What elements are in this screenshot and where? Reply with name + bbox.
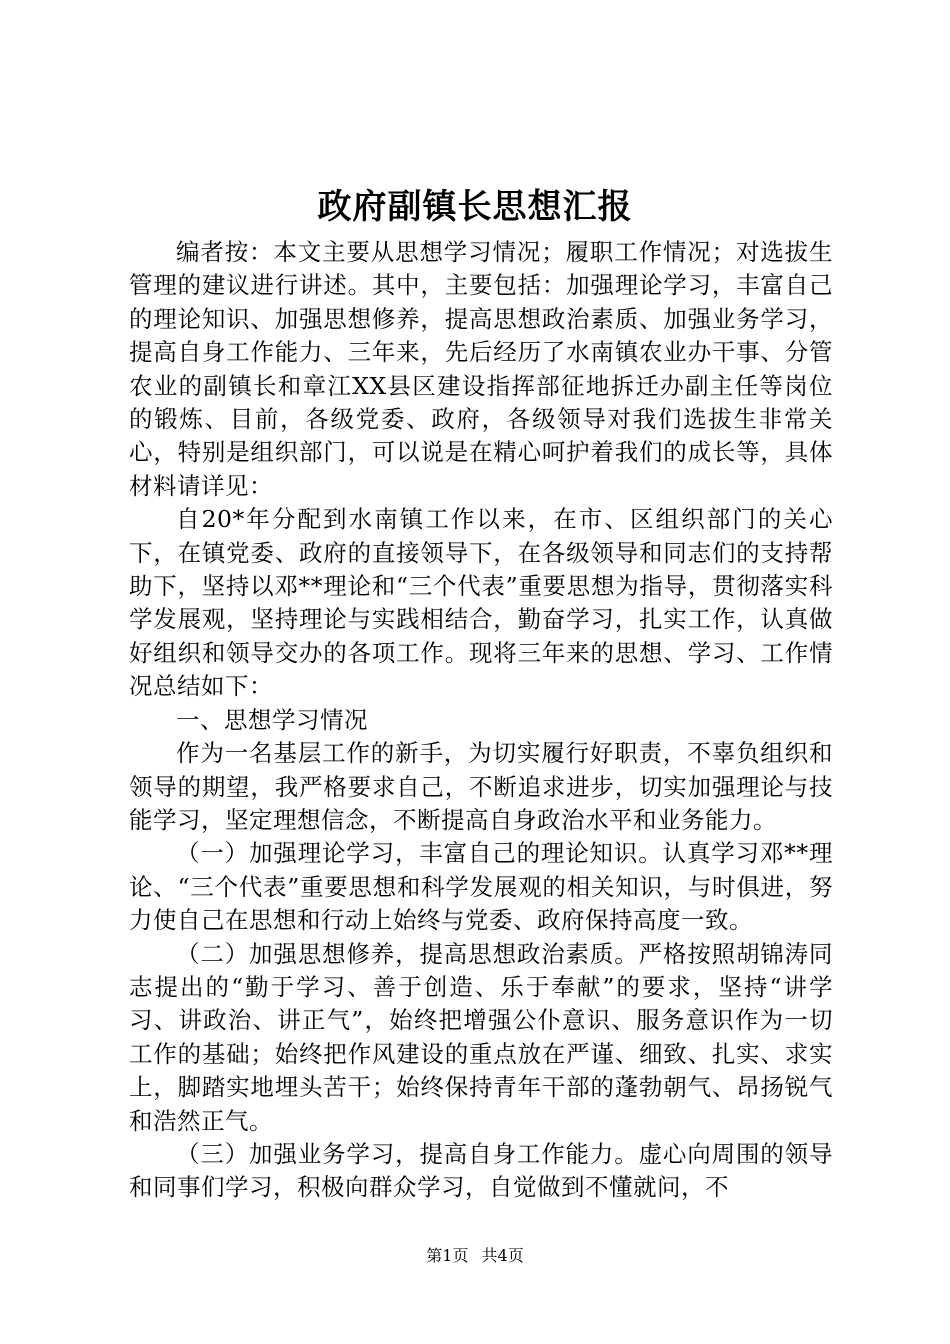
page-footer	[0, 1244, 950, 1268]
page-number: 第1页	[426, 1246, 469, 1265]
paragraph: （一）加强理论学习，丰富自己的理论知识。认真学习邓**理论、“三个代表”重要思想和科学发展观的相关知识，与时俱进，努力使自己在思想和行动上始终与党委、政府保持高度一致。	[129, 839, 833, 935]
document-title: 政府副镇长思想汇报	[317, 187, 633, 227]
paragraph-editor-note: 编者按：本文主要从思想学习情况；履职工作情况；对选拔生管理的建议进行讲述。其中，主要包括：加强理论学习，丰富自己的理论知识、加强思想修养，提高思想政治素质、加强业务学习，提高自身工作能力、三年来，先后经历了水南镇农业办干事、分管农业的副镇长和章江XX县区建设指挥部征地拆迁办副主任等岗位的锻炼、目前，各级党委、政府，各级领导对我们选拔生非常关心，特别是组织部门，可以说是在精心呵护着我们的成长等，具体材料请详见：	[129, 238, 833, 500]
section-heading: 一、思想学习情况	[176, 705, 368, 734]
paragraph: （二）加强思想修养，提高思想政治素质。严格按照胡锦涛同志提出的“勤于学习、善于创造、乐于奉献”的要求，坚持“讲学习、讲政治、讲正气”，始终把增强公仆意识、服务意识作为一切工作的基础；始终把作风建设的重点放在严谨、细致、扎实、求实上，脚踏实地埋头苦干；始终保持青年干部的蓬勃朝气、昂扬锐气和浩然正气。	[129, 939, 833, 1135]
paragraph: 作为一名基层工作的新手，为切实履行好职责，不辜负组织和领导的期望，我严格要求自己，不断追求进步，切实加强理论与技能学习，坚定理想信念，不断提高自身政治水平和业务能力。	[129, 739, 833, 834]
page-total: 共4页	[481, 1246, 524, 1265]
paragraph-intro: 自20*年分配到水南镇工作以来，在市、区组织部门的关心下，在镇党委、政府的直接领导下，在各级领导和同志们的支持帮助下，坚持以邓**理论和“三个代表”重要思想为指导，贯彻落实科学发展观，坚持理论与实践相结合，勤奋学习，扎实工作，认真做好组织和领导交办的各项工作。现将三年来的思想、学习、工作情况总结如下：	[129, 505, 833, 701]
document-body	[129, 236, 833, 1205]
paragraph: （三）加强业务学习，提高自身工作能力。虚心向周围的领导和同事们学习，积极向群众学习，自觉做到不懂就问，不	[129, 1139, 833, 1202]
